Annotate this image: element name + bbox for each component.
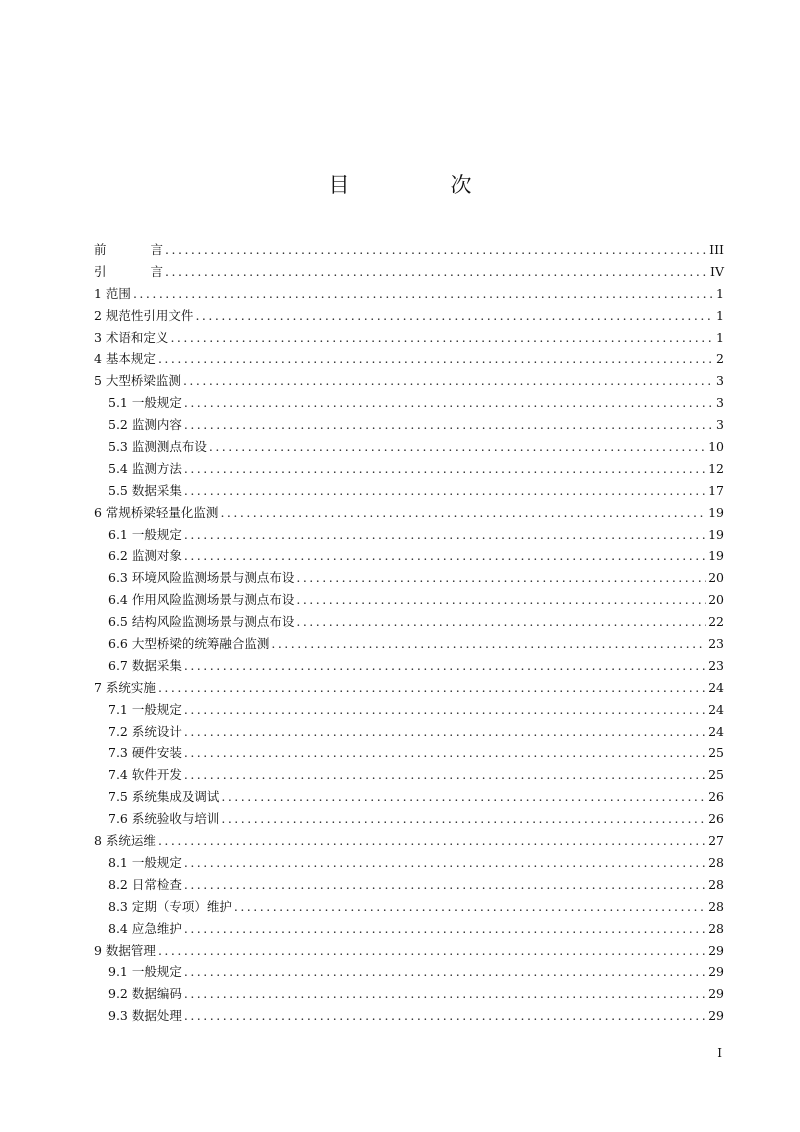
toc-leader-dots xyxy=(195,305,714,327)
toc-entry[interactable] xyxy=(94,874,724,896)
toc-entry-label: 9 数据管理 xyxy=(94,942,156,958)
toc-entry-page: 26 xyxy=(708,789,724,805)
toc-entry-page: 25 xyxy=(708,767,724,783)
toc-entry[interactable] xyxy=(94,961,724,983)
toc-entry-page: 2 xyxy=(716,351,724,367)
toc-entry-page: 29 xyxy=(708,942,724,958)
toc-entry-label: 前 言 xyxy=(94,242,164,257)
toc-entry-page: 1 xyxy=(716,307,724,323)
toc-entry[interactable] xyxy=(94,677,724,699)
toc-leader-dots xyxy=(184,699,706,721)
toc-entry[interactable] xyxy=(94,414,724,436)
toc-entry-page: 28 xyxy=(708,920,724,936)
toc-entry-label: 5.1 一般规定 xyxy=(108,395,182,411)
toc-entry-page: 19 xyxy=(708,526,724,542)
toc-entry-page: 24 xyxy=(708,679,724,695)
toc-entry-label: 9.3 数据处理 xyxy=(108,1008,182,1024)
toc-entry[interactable] xyxy=(94,742,724,764)
toc-entry-label: 7.2 系统设计 xyxy=(108,723,182,739)
toc-entry-label: 7.4 软件开发 xyxy=(108,767,182,783)
toc-entry-label: 引 言 xyxy=(94,263,164,279)
toc-leader-dots xyxy=(184,874,706,896)
toc-leader-dots xyxy=(220,502,706,524)
toc-entry[interactable] xyxy=(94,808,724,830)
toc-entry-page: 24 xyxy=(708,723,724,739)
toc-entry[interactable] xyxy=(94,589,724,611)
page-number: I xyxy=(717,1046,722,1060)
toc-entry-label: 7 系统实施 xyxy=(94,679,156,695)
toc-leader-dots xyxy=(184,983,706,1005)
toc-leader-dots xyxy=(221,808,706,830)
toc-entry-label: 7.6 系统验收与培训 xyxy=(108,811,220,827)
toc-entry[interactable] xyxy=(94,283,724,305)
toc-entry[interactable] xyxy=(94,502,724,524)
toc-leader-dots xyxy=(183,370,714,392)
toc-entry-page: 3 xyxy=(716,373,724,389)
toc-entry-page: 28 xyxy=(708,898,724,914)
toc-entry[interactable] xyxy=(94,305,724,327)
toc-entry-label: 5.3 监测测点布设 xyxy=(108,439,207,455)
toc-entry[interactable] xyxy=(94,1005,724,1027)
toc-entry-label: 6.3 环境风险监测场景与测点布设 xyxy=(108,570,295,586)
toc-entry[interactable] xyxy=(94,896,724,918)
toc-entry-label: 6.5 结构风险监测场景与测点布设 xyxy=(108,614,295,630)
toc-entry-page: 12 xyxy=(708,460,724,476)
toc-leader-dots xyxy=(158,830,706,852)
toc-leader-dots xyxy=(158,677,706,699)
toc-entry-page: III xyxy=(709,242,724,257)
toc-entry-label: 7.5 系统集成及调试 xyxy=(108,789,220,805)
toc-leader-dots xyxy=(184,480,706,502)
toc-entry-page: 29 xyxy=(708,1008,724,1024)
toc-leader-dots xyxy=(184,918,706,940)
toc-leader-dots xyxy=(184,458,706,480)
toc-entry[interactable] xyxy=(94,239,724,261)
toc-entry-page: 23 xyxy=(708,657,724,673)
toc-entry[interactable] xyxy=(94,480,724,502)
toc-entry[interactable] xyxy=(94,524,724,546)
toc-entry-label: 8.4 应急维护 xyxy=(108,920,182,936)
toc-entry-page: 1 xyxy=(716,329,724,345)
toc-leader-dots xyxy=(158,348,714,370)
toc-entry-label: 7.1 一般规定 xyxy=(108,701,182,717)
toc-entry-label: 9.2 数据编码 xyxy=(108,986,182,1002)
toc-entry[interactable] xyxy=(94,983,724,1005)
toc-leader-dots xyxy=(221,786,706,808)
toc-entry[interactable] xyxy=(94,567,724,589)
toc-entry[interactable] xyxy=(94,764,724,786)
toc-leader-dots xyxy=(271,633,706,655)
toc-entry[interactable] xyxy=(94,830,724,852)
toc-leader-dots xyxy=(296,567,706,589)
toc-entry-page: 3 xyxy=(716,417,724,433)
toc-entry-label: 1 范围 xyxy=(94,285,131,301)
toc-leader-dots xyxy=(184,852,706,874)
toc-leader-dots xyxy=(184,392,714,414)
toc-entry-page: 28 xyxy=(708,854,724,870)
page-title: 目 次 xyxy=(328,173,512,197)
toc-leader-dots xyxy=(296,611,706,633)
toc-entry[interactable] xyxy=(94,655,724,677)
toc-entry[interactable] xyxy=(94,699,724,721)
toc-entry-page: 3 xyxy=(716,395,724,411)
toc-entry-page: 26 xyxy=(708,811,724,827)
toc-entry-label: 8.3 定期（专项）维护 xyxy=(108,898,232,914)
toc-entry-page: 22 xyxy=(708,614,724,630)
toc-entry-page: 27 xyxy=(708,833,724,849)
toc-entry-page: 23 xyxy=(708,636,724,652)
toc-entry[interactable] xyxy=(94,786,724,808)
toc-leader-dots xyxy=(184,545,706,567)
toc-leader-dots xyxy=(184,524,706,546)
toc-entry[interactable] xyxy=(94,348,724,370)
toc-entry[interactable] xyxy=(94,633,724,655)
toc-leader-dots xyxy=(184,721,706,743)
table-of-contents xyxy=(94,239,724,1027)
toc-entry-label: 6.1 一般规定 xyxy=(108,526,182,542)
toc-entry-label: 6.7 数据采集 xyxy=(108,657,182,673)
toc-entry-label: 8 系统运维 xyxy=(94,833,156,849)
toc-leader-dots xyxy=(165,261,708,283)
toc-leader-dots xyxy=(170,327,714,349)
toc-entry-label: 6 常规桥梁轻量化监测 xyxy=(94,504,219,520)
toc-entry[interactable] xyxy=(94,721,724,743)
toc-entry[interactable] xyxy=(94,392,724,414)
toc-leader-dots xyxy=(165,239,707,261)
toc-entry-label: 4 基本规定 xyxy=(94,351,156,367)
toc-leader-dots xyxy=(184,414,714,436)
toc-entry-page: 24 xyxy=(708,701,724,717)
toc-entry-page: 17 xyxy=(708,482,724,498)
toc-entry-label: 5.5 数据采集 xyxy=(108,482,182,498)
toc-entry[interactable] xyxy=(94,940,724,962)
toc-entry-label: 6.4 作用风险监测场景与测点布设 xyxy=(108,592,295,608)
toc-entry[interactable] xyxy=(94,611,724,633)
toc-leader-dots xyxy=(133,283,714,305)
toc-entry[interactable] xyxy=(94,261,724,283)
toc-leader-dots xyxy=(296,589,706,611)
toc-entry-page: 29 xyxy=(708,964,724,980)
toc-entry-page: 1 xyxy=(716,285,724,301)
toc-leader-dots xyxy=(209,436,706,458)
toc-entry-label: 6.2 监测对象 xyxy=(108,548,182,564)
toc-entry-label: 7.3 硬件安装 xyxy=(108,745,182,761)
toc-entry[interactable] xyxy=(94,436,724,458)
toc-entry-label: 5.4 监测方法 xyxy=(108,460,182,476)
toc-leader-dots xyxy=(184,764,706,786)
toc-leader-dots xyxy=(184,655,706,677)
toc-leader-dots xyxy=(184,1005,706,1027)
toc-entry-label: 9.1 一般规定 xyxy=(108,964,182,980)
toc-entry-page: 28 xyxy=(708,876,724,892)
toc-leader-dots xyxy=(184,961,706,983)
toc-entry[interactable] xyxy=(94,327,724,349)
toc-entry-label: 5 大型桥梁监测 xyxy=(94,373,181,389)
toc-entry-page: IV xyxy=(710,263,724,279)
toc-entry-label: 3 术语和定义 xyxy=(94,329,169,345)
toc-leader-dots xyxy=(234,896,706,918)
toc-entry[interactable] xyxy=(94,370,724,392)
toc-entry-label: 6.6 大型桥梁的统筹融合监测 xyxy=(108,636,270,652)
toc-entry-page: 29 xyxy=(708,986,724,1002)
toc-entry-page: 19 xyxy=(708,548,724,564)
toc-entry-page: 25 xyxy=(708,745,724,761)
toc-leader-dots xyxy=(158,940,706,962)
toc-entry-page: 10 xyxy=(708,439,724,455)
toc-entry-label: 8.1 一般规定 xyxy=(108,854,182,870)
toc-entry[interactable] xyxy=(94,545,724,567)
toc-entry-page: 20 xyxy=(708,592,724,608)
toc-entry-label: 8.2 日常检查 xyxy=(108,876,182,892)
toc-leader-dots xyxy=(184,742,706,764)
toc-entry[interactable] xyxy=(94,918,724,940)
toc-entry[interactable] xyxy=(94,458,724,480)
toc-entry-page: 20 xyxy=(708,570,724,586)
toc-entry-label: 5.2 监测内容 xyxy=(108,417,182,433)
toc-entry-page: 19 xyxy=(708,504,724,520)
toc-entry-label: 2 规范性引用文件 xyxy=(94,307,194,323)
toc-entry[interactable] xyxy=(94,852,724,874)
